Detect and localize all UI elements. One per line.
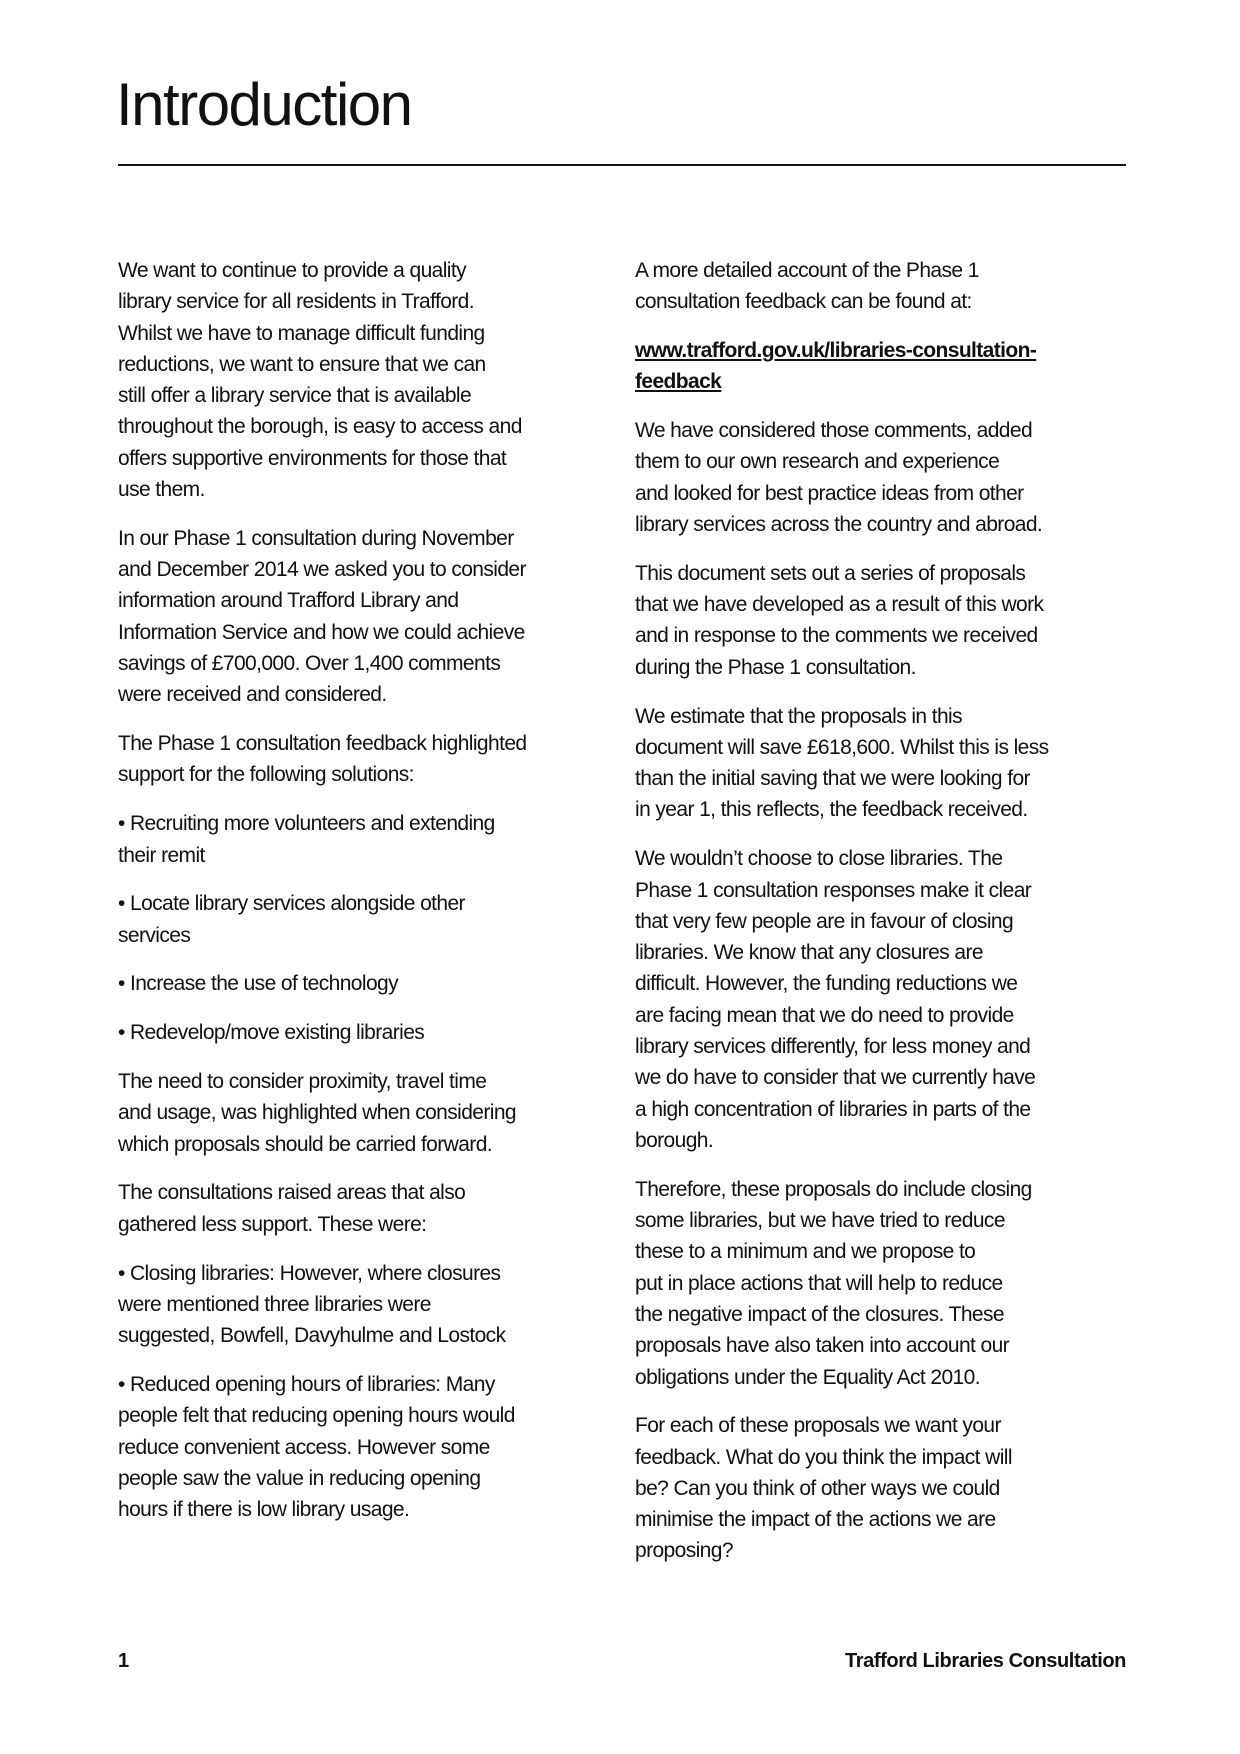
- text-line: we do have to consider that we currently have: [635, 1066, 1036, 1090]
- text-line: We want to continue to provide a quality: [118, 259, 467, 282]
- text-line: these to a minimum and we propose to: [635, 1240, 976, 1264]
- text-line: reduce convenient access. However some: [118, 1435, 490, 1459]
- text-line: throughout the borough, is easy to access and: [118, 415, 522, 439]
- text-line[interactable]: feedback: [635, 370, 722, 394]
- text-line: Information Service and how we could achieve: [118, 620, 525, 644]
- text-line: them to our own research and experience: [635, 450, 1000, 474]
- text-line: were mentioned three libraries were: [118, 1292, 431, 1316]
- text-line: proposing?: [635, 1539, 733, 1563]
- text-line: feedback. What do you think the impact will: [635, 1445, 1012, 1469]
- text-line: and December 2014 we asked you to consider: [118, 558, 526, 582]
- text-line: in year 1, this reflects, the feedback received.: [635, 798, 1028, 822]
- paragraph: [635, 558, 1135, 683]
- text-line: the negative impact of the closures. These: [635, 1302, 1004, 1326]
- text-line: services: [118, 923, 191, 947]
- text-line: • Redevelop/move existing libraries: [118, 1021, 425, 1045]
- text-line: library service for all residents in Trafford.: [118, 290, 474, 314]
- paragraph: [118, 1369, 618, 1525]
- text-line: consultation feedback can be found at:: [635, 290, 972, 314]
- text-line: which proposals should be carried forward.: [118, 1132, 493, 1156]
- text-line: borough.: [635, 1128, 714, 1152]
- text-line: savings of £700,000. Over 1,400 comments: [118, 652, 501, 676]
- text-line: • Recruiting more volunteers and extending: [118, 812, 495, 836]
- text-line: The need to consider proximity, travel time: [118, 1070, 487, 1094]
- text-line: obligations under the Equality Act 2010.: [635, 1365, 980, 1389]
- text-line: hours if there is low library usage.: [118, 1498, 410, 1522]
- title-divider: [118, 164, 1126, 166]
- paragraph: [118, 1177, 618, 1240]
- paragraph: [635, 255, 1135, 318]
- text-line: people felt that reducing opening hours would: [118, 1404, 515, 1428]
- paragraph: [118, 255, 618, 505]
- text-line: use them.: [118, 478, 205, 502]
- feedback-link[interactable]: [635, 335, 1135, 398]
- text-line: document will save £618,600. Whilst this is less: [635, 735, 1049, 759]
- text-line: • Locate library services alongside other: [118, 892, 465, 916]
- text-line: and usage, was highlighted when considering: [118, 1101, 516, 1125]
- paragraph: [635, 1410, 1135, 1566]
- text-line: In our Phase 1 consultation during November: [118, 526, 514, 550]
- paragraph: [118, 808, 618, 871]
- paragraph: [635, 1174, 1135, 1393]
- paragraph: [118, 1017, 618, 1048]
- text-line[interactable]: www.trafford.gov.uk/libraries-consultation-: [635, 339, 1037, 363]
- text-line: For each of these proposals we want your: [635, 1414, 1001, 1438]
- paragraph: [118, 1258, 618, 1352]
- paragraph: [118, 888, 618, 951]
- text-line: information around Trafford Library and: [118, 589, 459, 613]
- text-line: are facing mean that we do need to provide: [635, 1003, 1014, 1027]
- text-line: during the Phase 1 consultation.: [635, 655, 916, 679]
- paragraph: [635, 843, 1135, 1156]
- text-line: A more detailed account of the Phase 1: [635, 259, 979, 282]
- text-line: library services differently, for less money and: [635, 1035, 1031, 1059]
- paragraph: [118, 523, 618, 711]
- text-line: This document sets out a series of proposals: [635, 561, 1026, 585]
- text-line: We have considered those comments, added: [635, 419, 1033, 443]
- text-line: people saw the value in reducing opening: [118, 1466, 481, 1490]
- text-line: We estimate that the proposals in this: [635, 704, 962, 728]
- text-line: their remit: [118, 843, 205, 867]
- text-line: were received and considered.: [118, 683, 387, 707]
- text-line: proposals have also taken into account our: [635, 1334, 1010, 1358]
- text-line: Phase 1 consultation responses make it clear: [635, 878, 1032, 902]
- text-line: support for the following solutions:: [118, 763, 414, 787]
- text-line: • Closing libraries: However, where closures: [118, 1261, 501, 1285]
- text-line: a high concentration of libraries in parts of the: [635, 1097, 1031, 1121]
- text-line: • Increase the use of technology: [118, 972, 399, 996]
- text-line: that we have developed as a result of this work: [635, 593, 1044, 617]
- text-line: Therefore, these proposals do include closing: [635, 1177, 1032, 1201]
- paragraph: [635, 415, 1135, 540]
- text-line: The consultations raised areas that also: [118, 1181, 466, 1205]
- paragraph: [118, 968, 618, 999]
- text-line: • Reduced opening hours of libraries: Many: [118, 1372, 495, 1396]
- text-line: libraries. We know that any closures are: [635, 941, 983, 965]
- text-line: suggested, Bowfell, Davyhulme and Lostock: [118, 1324, 506, 1348]
- left-column: [118, 255, 618, 1543]
- text-line: Whilst we have to manage difficult funding: [118, 321, 485, 345]
- text-line: and in response to the comments we received: [635, 624, 1038, 648]
- text-line: minimise the impact of the actions we are: [635, 1508, 996, 1532]
- text-line: be? Can you think of other ways we could: [635, 1476, 1000, 1500]
- paragraph: [635, 701, 1135, 826]
- text-line: The Phase 1 consultation feedback highlighted: [118, 732, 527, 756]
- paragraph: [118, 728, 618, 791]
- text-line: library services across the country and abroad.: [635, 513, 1043, 537]
- text-line: that very few people are in favour of closing: [635, 909, 1014, 933]
- page-number: 1: [118, 1650, 129, 1672]
- text-line: difficult. However, the funding reductions we: [635, 972, 1018, 996]
- text-line: and looked for best practice ideas from other: [635, 481, 1024, 505]
- publication-title: Trafford Libraries Consultation: [845, 1650, 1126, 1672]
- text-line: We wouldn’t choose to close libraries. The: [635, 847, 1003, 871]
- text-line: reductions, we want to ensure that we can: [118, 352, 486, 376]
- paragraph: [118, 1066, 618, 1160]
- text-line: still offer a library service that is available: [118, 384, 472, 408]
- text-line: offers supportive environments for those that: [118, 446, 507, 470]
- page-title: Introduction: [116, 71, 412, 138]
- text-line: some libraries, but we have tried to reduce: [635, 1209, 1005, 1233]
- text-line: put in place actions that will help to reduce: [635, 1271, 1003, 1295]
- right-column: [635, 255, 1135, 1584]
- text-line: than the initial saving that we were looking for: [635, 767, 1030, 791]
- text-line: gathered less support. These were:: [118, 1212, 427, 1236]
